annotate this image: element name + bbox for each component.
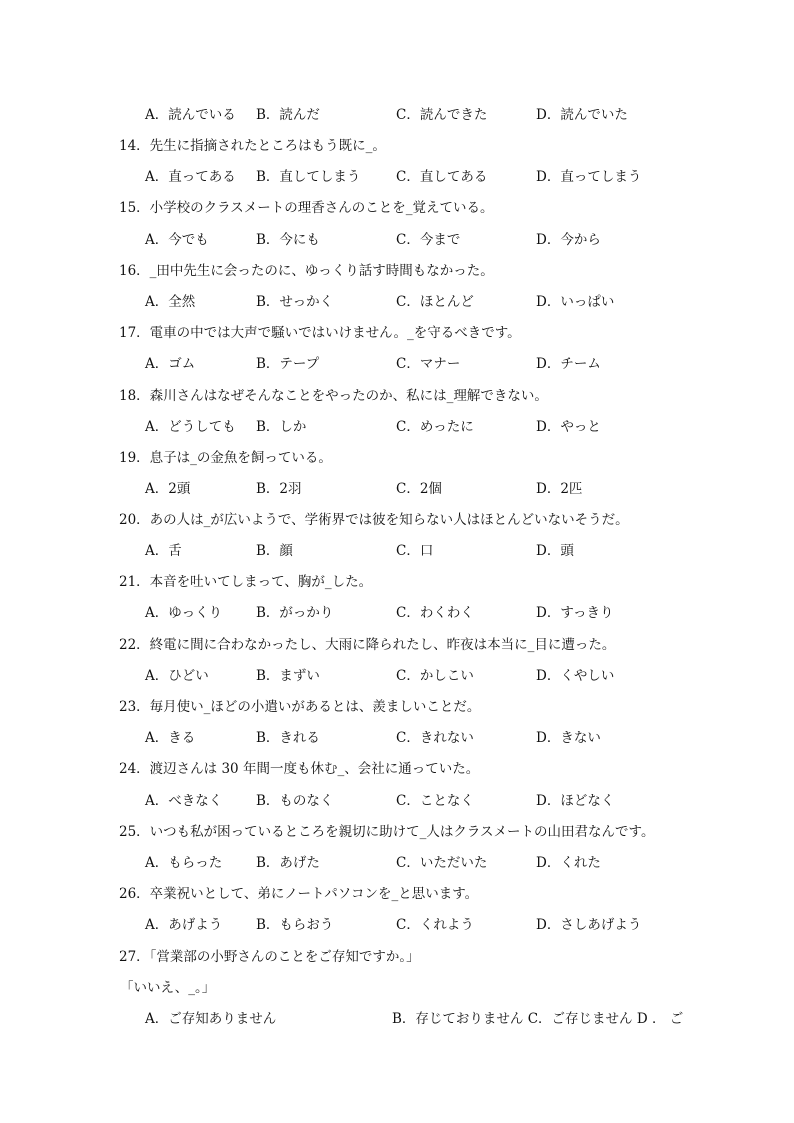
option-d: D．読んでいた — [536, 107, 628, 123]
option-c: C．いただいた — [396, 855, 488, 871]
options-q17 — [145, 352, 765, 372]
option-d: D．さしあげよう — [536, 917, 642, 933]
option-b: B．顔 — [256, 543, 293, 559]
option-b: B．読んだ — [256, 107, 320, 123]
options-q15 — [145, 228, 765, 248]
options-q21 — [145, 601, 765, 621]
option-a: A．ゆっくり — [145, 605, 223, 621]
options-q16 — [145, 290, 765, 310]
option-c: C．わくわく — [396, 605, 474, 621]
option-d: D．直ってしまう — [536, 169, 642, 185]
option-c: C．2個 — [396, 481, 442, 497]
question-14: 14．先生に指摘されたところはもう既に_。 — [119, 138, 386, 154]
options-q26 — [145, 913, 765, 933]
option-b: B．テープ — [256, 356, 320, 372]
option-a: A．2頭 — [145, 481, 191, 497]
option-c: C．くれよう — [396, 917, 474, 933]
option-a: A．あげよう — [145, 917, 223, 933]
option-b: B．今にも — [256, 232, 320, 248]
option-a: A．べきなく — [145, 793, 223, 809]
question-17: 17．電車の中では大声で騒いではいけません。_を守るべきです。 — [119, 325, 521, 341]
question-21: 21．本音を吐いてしまって、胸が_した。 — [119, 574, 373, 590]
option-d: D．頭 — [536, 543, 574, 559]
option-d: D．チーム — [536, 356, 601, 372]
option-c: C．かしこい — [396, 668, 474, 684]
option-a: A．ご存知ありません — [145, 1011, 277, 1027]
option-b: B．きれる — [256, 730, 320, 746]
option-d: D．きない — [536, 730, 601, 746]
options-bcd: B．存じておりません C．ご存じません D ． ご — [392, 1011, 684, 1027]
question-27-reply: 「いいえ、_。」 — [120, 980, 216, 996]
question-19: 19．息子は_の金魚を飼っている。 — [119, 450, 332, 466]
option-d: D．ほどなく — [536, 793, 615, 809]
option-d: D．いっぱい — [536, 294, 615, 310]
options-q18 — [145, 415, 765, 435]
options-q14 — [145, 165, 765, 185]
option-c: C．めったに — [396, 419, 474, 435]
option-a: A．今でも — [145, 232, 209, 248]
options-q25 — [145, 851, 765, 871]
question-20: 20．あの人は_が広いようで、学術界では彼を知らない人はほとんどいないそうだ。 — [119, 512, 629, 528]
option-c: C．今まで — [396, 232, 461, 248]
option-d: D．くやしい — [536, 668, 615, 684]
option-a: A．どうしても — [145, 419, 236, 435]
question-27: 27．「営業部の小野さんのことをご存知ですか。」 — [119, 949, 420, 965]
question-26: 26．卒業祝いとして、弟にノートパソコンを_と思います。 — [119, 886, 479, 902]
question-24: 24．渡辺さんは 30 年間一度も休む_、会社に通っていた。 — [119, 761, 480, 777]
option-a: A．もらった — [145, 855, 223, 871]
option-c: C．口 — [396, 543, 434, 559]
option-a: A．直ってある — [145, 169, 236, 185]
option-a: A．舌 — [145, 543, 182, 559]
option-d: D．くれた — [536, 855, 601, 871]
question-16: 16．_田中先生に会ったのに、ゆっくり話す時間もなかった。 — [119, 263, 494, 279]
option-b: B．がっかり — [256, 605, 334, 621]
options-q24 — [145, 789, 765, 809]
option-c: C．マナー — [396, 356, 461, 372]
option-b: B．もらおう — [256, 917, 334, 933]
option-c: C．きれない — [396, 730, 474, 746]
option-c: C．直してある — [396, 169, 488, 185]
option-a: A．きる — [145, 730, 196, 746]
question-18: 18．森川さんはなぜそんなことをやったのか、私には_理解できない。 — [119, 388, 548, 404]
option-b: B．2羽 — [256, 481, 302, 497]
option-b: B．ものなく — [256, 793, 334, 809]
option-b: B．まずい — [256, 668, 320, 684]
option-c: C．ほとんど — [396, 294, 474, 310]
option-c: C．読んできた — [396, 107, 488, 123]
option-d: D．やっと — [536, 419, 601, 435]
option-b: B．せっかく — [256, 294, 334, 310]
option-c: C．ことなく — [396, 793, 474, 809]
option-d: D．2匹 — [536, 481, 583, 497]
option-a: A．ひどい — [145, 668, 209, 684]
option-a: A．ゴム — [145, 356, 196, 372]
options-q13 — [145, 103, 765, 123]
options-q19 — [145, 477, 765, 497]
options-q23 — [145, 726, 765, 746]
option-d: D．今から — [536, 232, 601, 248]
question-25: 25．いつも私が困っているところを親切に助けて_人はクラスメートの山田君なんです。 — [119, 824, 655, 840]
question-15: 15．小学校のクラスメートの理香さんのことを_覚えている。 — [119, 200, 494, 216]
question-23: 23．毎月使い_ほどの小遣いがあるとは、羨ましいことだ。 — [119, 699, 481, 715]
option-b: B．しか — [256, 419, 307, 435]
option-a: A．全然 — [145, 294, 196, 310]
option-b: B．直してしまう — [256, 169, 361, 185]
options-q20 — [145, 539, 765, 559]
option-a: A．読んでいる — [145, 107, 236, 123]
options-q22 — [145, 664, 765, 684]
option-b: B．あげた — [256, 855, 320, 871]
option-d: D．すっきり — [536, 605, 614, 621]
question-22: 22．終電に間に合わなかったし、大雨に降られたし、昨夜は本当に_目に遭った。 — [119, 637, 616, 653]
